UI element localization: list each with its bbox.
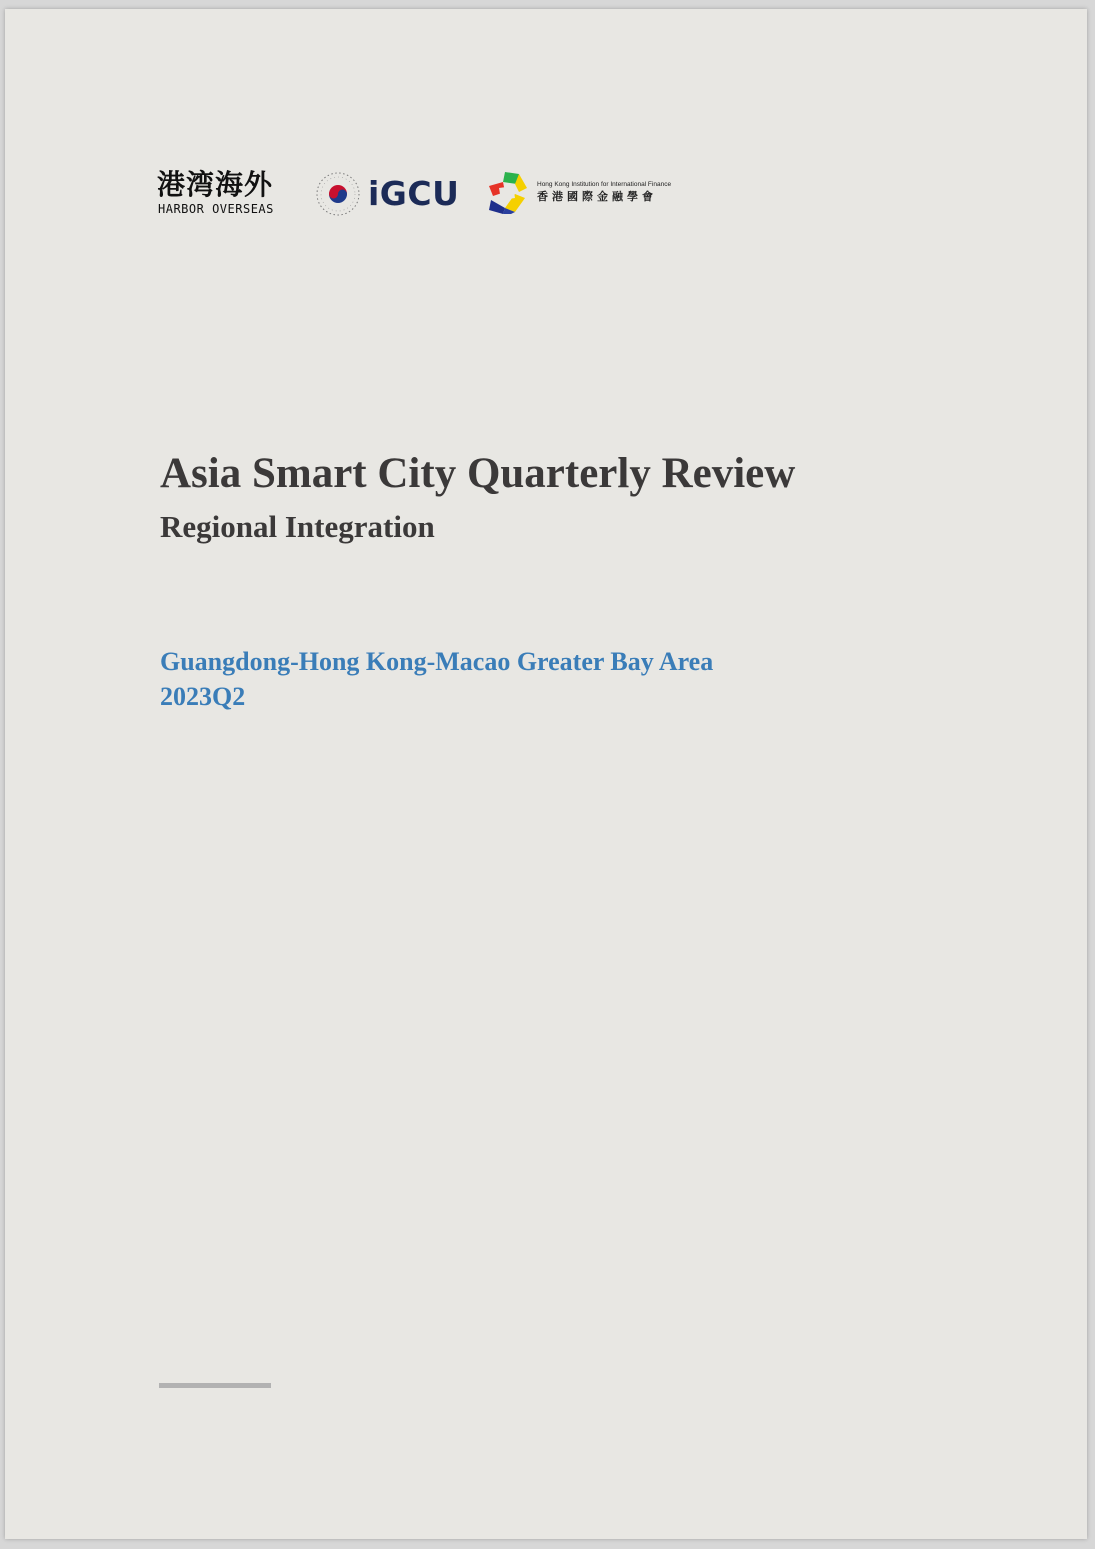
hkiif-logo-cn: 香港國際金融學會: [537, 190, 657, 203]
igcu-logo-wordmark: iGCU: [368, 174, 460, 213]
harbor-overseas-logo-en: HARBOR OVERSEAS: [158, 202, 274, 216]
igcu-logo: [314, 169, 469, 221]
report-period: 2023Q2: [160, 682, 246, 711]
hkiif-cube-icon: [485, 170, 531, 216]
igcu-seal-icon: [314, 169, 362, 217]
footer-divider: [159, 1383, 271, 1388]
report-cover-page: [5, 9, 1087, 1539]
report-title: Asia Smart City Quarterly Review: [160, 450, 796, 497]
report-region: Guangdong-Hong Kong-Macao Greater Bay Area: [160, 647, 714, 676]
harbor-overseas-logo-cn: 港湾海外: [157, 168, 274, 201]
hkiif-logo: [485, 170, 675, 216]
hkiif-logo-en: Hong Kong Institution for International Finance: [537, 181, 672, 188]
partner-logos: [157, 161, 677, 223]
harbor-overseas-logo: [157, 169, 297, 219]
report-subtitle: Regional Integration: [160, 509, 435, 544]
